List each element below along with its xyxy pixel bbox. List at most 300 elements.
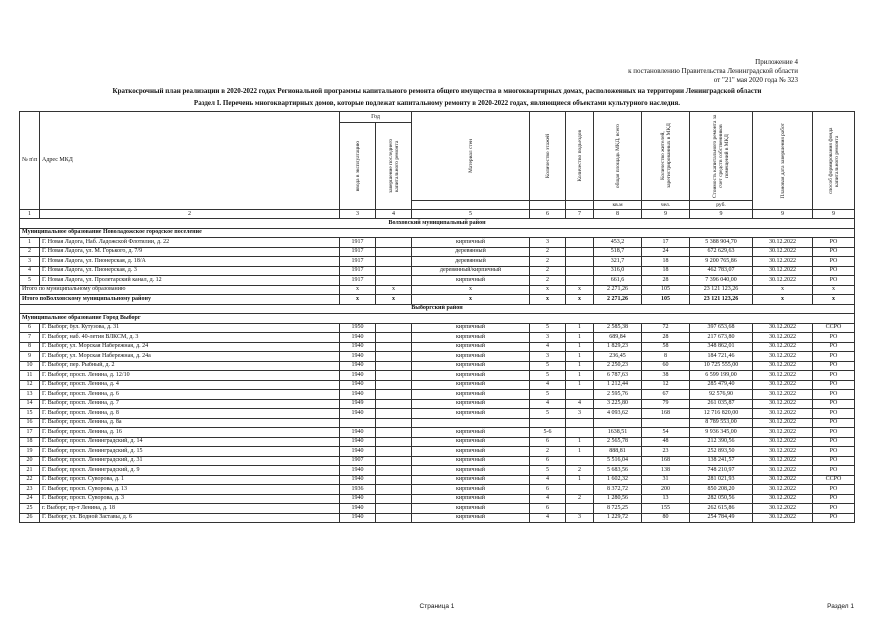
row-date: 30.12.2022 <box>753 380 813 390</box>
table-row <box>20 456 855 466</box>
row-walls: кирпичный <box>412 390 530 400</box>
row-num: 6 <box>20 323 40 333</box>
row-year-built <box>340 418 376 428</box>
column-number: 9 <box>642 210 690 219</box>
row-residents: 80 <box>642 513 690 523</box>
row-year-built: 1940 <box>340 428 376 438</box>
row-date: 30.12.2022 <box>753 494 813 504</box>
header-year-repair-cell <box>376 123 412 210</box>
row-walls: кирпичный <box>412 399 530 409</box>
row-date: 30.12.2022 <box>753 333 813 343</box>
header-area-cell <box>594 112 642 201</box>
table-row <box>20 390 855 400</box>
row-area: 1 602,32 <box>594 475 642 485</box>
row-num: 5 <box>20 276 40 286</box>
row-year-built: 1940 <box>340 333 376 343</box>
row-date: 30.12.2022 <box>753 323 813 333</box>
header-date: Плановая дата завершения работ <box>779 122 786 199</box>
row-area: 689,84 <box>594 333 642 343</box>
row-floors: 2 <box>530 257 566 267</box>
table-row <box>20 323 855 333</box>
row-walls: кирпичный <box>412 494 530 504</box>
row-cost: 261 035,87 <box>690 399 753 409</box>
row-date: 30.12.2022 <box>753 418 813 428</box>
row-area <box>594 418 642 428</box>
header-num: № п\п <box>20 112 40 210</box>
row-method: РО <box>813 266 855 276</box>
header-year-built-cell <box>340 123 376 210</box>
table-row <box>20 257 855 267</box>
row-num: 24 <box>20 494 40 504</box>
footer-section: Раздел 1 <box>827 603 854 610</box>
row-address: Г. Выборг, просп. Ленинградский, д. 15 <box>40 447 340 457</box>
row-floors: 3 <box>530 238 566 248</box>
row-num: 13 <box>20 390 40 400</box>
row-num: 10 <box>20 361 40 371</box>
row-area: 5 683,56 <box>594 466 642 476</box>
appendix-line: Приложение 4 <box>755 58 798 66</box>
row-year-built: 1940 <box>340 342 376 352</box>
table-row <box>20 361 855 371</box>
row-area: 1638,51 <box>594 428 642 438</box>
row-residents: 17 <box>642 238 690 248</box>
total-x: х <box>412 295 530 305</box>
row-residents: 18 <box>642 266 690 276</box>
row-num: 21 <box>20 466 40 476</box>
row-entrances: 1 <box>566 437 594 447</box>
row-walls <box>412 418 530 428</box>
table-row <box>20 380 855 390</box>
row-entrances <box>566 418 594 428</box>
row-floors: 5-6 <box>530 428 566 438</box>
table-row <box>20 399 855 409</box>
row-year-repair <box>376 323 412 333</box>
row-residents <box>642 418 690 428</box>
row-date: 30.12.2022 <box>753 352 813 362</box>
row-residents: 67 <box>642 390 690 400</box>
table-row <box>20 409 855 419</box>
row-method: РО <box>813 456 855 466</box>
total-label: Итого по муниципальному образованию <box>20 285 340 295</box>
row-walls: кирпичный <box>412 437 530 447</box>
row-method: РО <box>813 247 855 257</box>
municipality-name: Муниципальное образование Город Выборг <box>20 314 855 324</box>
header-floors: Количество этажей <box>544 133 551 179</box>
row-address: Г. Новая Ладога, ул. М. Горького, д. 7/9 <box>40 247 340 257</box>
municipality-name: Муниципальное образование Новоладожское городское поселение <box>20 228 855 238</box>
total-label: Итого поВолховскому муниципальному району <box>20 295 340 305</box>
total-x: х <box>813 285 855 295</box>
row-method: РО <box>813 352 855 362</box>
document-title: Краткосрочный план реализации в 2020-2022 годах Региональной программы капитального ремонта общего имущества в многоквартирных домах, расположенных на территории Ленинградской области <box>112 87 762 95</box>
table-row <box>20 513 855 523</box>
table-row <box>20 447 855 457</box>
row-residents: 54 <box>642 428 690 438</box>
row-year-built: 1940 <box>340 352 376 362</box>
row-address: Г. Выборг, просп. Ленина, д. 12/10 <box>40 371 340 381</box>
row-walls: кирпичный <box>412 447 530 457</box>
row-cost: 285 479,40 <box>690 380 753 390</box>
row-date: 30.12.2022 <box>753 276 813 286</box>
row-entrances <box>566 504 594 514</box>
row-address: Г. Новая Ладога, ул. Пионерская, д. 3 <box>40 266 340 276</box>
table-row <box>20 475 855 485</box>
row-floors: 6 <box>530 456 566 466</box>
total-residents: 105 <box>642 295 690 305</box>
header-address: Адрес МКД <box>40 112 340 210</box>
row-cost: 850 208,20 <box>690 485 753 495</box>
district-name: Волховский муниципальный район <box>20 219 855 229</box>
table-row <box>20 238 855 248</box>
total-row <box>20 295 855 305</box>
row-cost: 184 721,46 <box>690 352 753 362</box>
row-address: Г. Выборг, наб. 40-летия ВЛКСМ, д. 3 <box>40 333 340 343</box>
row-year-built: 1940 <box>340 371 376 381</box>
row-walls: кирпичный <box>412 342 530 352</box>
row-num: 18 <box>20 437 40 447</box>
row-year-built: 1917 <box>340 257 376 267</box>
row-year-built: 1917 <box>340 247 376 257</box>
header-cost: Стоимость капитального ремонта за счет средств собственников помещений в МКД <box>712 114 731 198</box>
table-row <box>20 266 855 276</box>
row-date: 30.12.2022 <box>753 504 813 514</box>
row-area: 3 225,80 <box>594 399 642 409</box>
row-entrances: 1 <box>566 342 594 352</box>
row-area: 661,6 <box>594 276 642 286</box>
column-number: 2 <box>40 210 340 219</box>
row-method: РО <box>813 380 855 390</box>
row-address: Г. Выборг, просп. Ленинградский, д. 14 <box>40 437 340 447</box>
row-entrances: 1 <box>566 475 594 485</box>
municipality-row <box>20 314 855 324</box>
row-num: 23 <box>20 485 40 495</box>
row-address: Г. Выборг, ул. Водной Заставы, д. 6 <box>40 513 340 523</box>
row-area: 1 280,56 <box>594 494 642 504</box>
row-num: 20 <box>20 456 40 466</box>
row-address: Г. Выборг, просп. Ленина, д. 7 <box>40 399 340 409</box>
district-row <box>20 304 855 314</box>
row-address: Г. Выборг, просп. Ленина, д. 4 <box>40 380 340 390</box>
row-cost: 672 629,63 <box>690 247 753 257</box>
row-method: РО <box>813 342 855 352</box>
row-floors: 3 <box>530 333 566 343</box>
row-residents: 60 <box>642 361 690 371</box>
row-walls: кирпичный <box>412 475 530 485</box>
row-entrances <box>566 238 594 248</box>
total-x: х <box>340 295 376 305</box>
row-method: РО <box>813 447 855 457</box>
header-residents: Количество жителей, зарегистрированных в МКД <box>659 123 672 189</box>
row-area: 8 725,25 <box>594 504 642 514</box>
row-floors: 5 <box>530 466 566 476</box>
total-x: х <box>412 285 530 295</box>
row-walls: кирпичный <box>412 323 530 333</box>
row-area: 2 565,78 <box>594 437 642 447</box>
row-date: 30.12.2022 <box>753 437 813 447</box>
row-residents: 12 <box>642 380 690 390</box>
row-method: РО <box>813 333 855 343</box>
row-year-repair <box>376 352 412 362</box>
row-num: 19 <box>20 447 40 457</box>
row-entrances <box>566 428 594 438</box>
row-year-repair <box>376 257 412 267</box>
total-x: х <box>753 295 813 305</box>
row-year-repair <box>376 475 412 485</box>
row-cost: 282 050,56 <box>690 494 753 504</box>
row-year-repair <box>376 342 412 352</box>
row-year-built: 1917 <box>340 266 376 276</box>
table-row <box>20 247 855 257</box>
row-date: 30.12.2022 <box>753 247 813 257</box>
total-x: х <box>566 285 594 295</box>
row-year-repair <box>376 428 412 438</box>
row-method: РО <box>813 494 855 504</box>
row-year-built: 1917 <box>340 276 376 286</box>
row-floors: 5 <box>530 390 566 400</box>
table-row <box>20 352 855 362</box>
row-year-repair <box>376 266 412 276</box>
row-num: 8 <box>20 342 40 352</box>
row-address: Г. Новая Ладога, Наб. Ладожской Флотилии, д. 22 <box>40 238 340 248</box>
row-year-repair <box>376 380 412 390</box>
row-num: 26 <box>20 513 40 523</box>
unit-money: руб. <box>690 201 753 210</box>
row-entrances: 1 <box>566 352 594 362</box>
column-number: 9 <box>753 210 813 219</box>
row-num: 1 <box>20 238 40 248</box>
row-walls: кирпичный <box>412 428 530 438</box>
row-area: 316,0 <box>594 266 642 276</box>
row-cost: 8 789 553,00 <box>690 418 753 428</box>
row-address: Г. Выборг, ул. Морская Набережная, д. 24а <box>40 352 340 362</box>
total-cost: 23 121 123,26 <box>690 285 753 295</box>
row-num: 11 <box>20 371 40 381</box>
row-date: 30.12.2022 <box>753 361 813 371</box>
row-num: 3 <box>20 257 40 267</box>
row-walls: кирпичный <box>412 238 530 248</box>
row-area: 453,2 <box>594 238 642 248</box>
row-num: 14 <box>20 399 40 409</box>
total-area: 2 271,26 <box>594 285 642 295</box>
row-walls: кирпичный <box>412 513 530 523</box>
row-walls: деревянный <box>412 257 530 267</box>
row-num: 9 <box>20 352 40 362</box>
row-num: 4 <box>20 266 40 276</box>
header-year-built: ввода в эксплуатацию <box>354 140 361 192</box>
row-date: 30.12.2022 <box>753 342 813 352</box>
column-number: 9 <box>690 210 753 219</box>
row-entrances: 1 <box>566 371 594 381</box>
row-area: 2 250,23 <box>594 361 642 371</box>
row-entrances: 1 <box>566 447 594 457</box>
row-year-built: 1940 <box>340 437 376 447</box>
row-address: Г. Выборг, бул. Кутузова, д. 31 <box>40 323 340 333</box>
row-floors <box>530 418 566 428</box>
row-year-built: 1936 <box>340 485 376 495</box>
table-row <box>20 437 855 447</box>
row-entrances <box>566 485 594 495</box>
row-year-built: 1940 <box>340 466 376 476</box>
row-residents: 200 <box>642 485 690 495</box>
row-area: 518,7 <box>594 247 642 257</box>
row-method: РО <box>813 371 855 381</box>
header-entrances-cell <box>566 112 594 201</box>
row-date: 30.12.2022 <box>753 466 813 476</box>
row-floors: 4 <box>530 475 566 485</box>
row-address: Г. Выборг, пер. Рыбный, д. 2 <box>40 361 340 371</box>
district-row <box>20 219 855 229</box>
row-area: 8 372,72 <box>594 485 642 495</box>
row-cost: 212 390,56 <box>690 437 753 447</box>
table-row <box>20 342 855 352</box>
row-address: Г. Выборг, просп. Ленинградский, д. 9 <box>40 466 340 476</box>
row-address: г. Выборг, пр-т Ленина, д. 18 <box>40 504 340 514</box>
row-method: РО <box>813 485 855 495</box>
row-cost: 9 200 765,86 <box>690 257 753 267</box>
row-residents: 8 <box>642 352 690 362</box>
header-method: способ формирования фонда капитального ремонта <box>827 127 840 194</box>
row-year-built: 1940 <box>340 409 376 419</box>
row-entrances <box>566 390 594 400</box>
total-x: х <box>566 295 594 305</box>
row-num: 15 <box>20 409 40 419</box>
row-year-built: 1940 <box>340 504 376 514</box>
row-year-built: 1940 <box>340 475 376 485</box>
row-num: 17 <box>20 428 40 438</box>
row-cost: 462 783,07 <box>690 266 753 276</box>
row-residents: 18 <box>642 257 690 267</box>
table-row <box>20 485 855 495</box>
row-method: РО <box>813 513 855 523</box>
row-area: 2 595,76 <box>594 390 642 400</box>
table-row <box>20 418 855 428</box>
row-floors: 5 <box>530 361 566 371</box>
row-floors: 2 <box>530 276 566 286</box>
row-year-built: 1907 <box>340 456 376 466</box>
row-area: 321,7 <box>594 257 642 267</box>
row-residents: 38 <box>642 371 690 381</box>
row-date: 30.12.2022 <box>753 456 813 466</box>
table-row <box>20 504 855 514</box>
row-cost: 748 210,97 <box>690 466 753 476</box>
header-entrances: Количество подъездов <box>576 130 583 182</box>
row-cost: 7 396 040,00 <box>690 276 753 286</box>
row-year-repair <box>376 399 412 409</box>
row-date: 30.12.2022 <box>753 447 813 457</box>
row-area: 5 516,04 <box>594 456 642 466</box>
row-year-built: 1940 <box>340 361 376 371</box>
unit-cell <box>530 201 566 210</box>
row-floors: 6 <box>530 504 566 514</box>
row-residents: 28 <box>642 276 690 286</box>
row-num: 25 <box>20 504 40 514</box>
header-cost-cell <box>690 112 753 201</box>
row-residents: 24 <box>642 247 690 257</box>
header-floors-cell <box>530 112 566 201</box>
row-year-built: 1940 <box>340 447 376 457</box>
row-floors: 5 <box>530 323 566 333</box>
row-num: 2 <box>20 247 40 257</box>
row-cost: 92 576,90 <box>690 390 753 400</box>
row-address: Г. Выборг, ул. Морская Набережная, д. 24 <box>40 342 340 352</box>
row-date: 30.12.2022 <box>753 475 813 485</box>
row-cost: 252 893,50 <box>690 447 753 457</box>
row-year-repair <box>376 333 412 343</box>
table-row <box>20 371 855 381</box>
total-x: х <box>813 295 855 305</box>
row-method: РО <box>813 409 855 419</box>
row-method: РО <box>813 390 855 400</box>
row-entrances <box>566 456 594 466</box>
unit-cell <box>412 201 530 210</box>
row-cost: 138 241,57 <box>690 456 753 466</box>
row-method: РО <box>813 257 855 267</box>
table-row <box>20 466 855 476</box>
row-cost: 12 716 820,00 <box>690 409 753 419</box>
row-year-repair <box>376 390 412 400</box>
row-cost: 262 615,86 <box>690 504 753 514</box>
row-date: 30.12.2022 <box>753 513 813 523</box>
row-year-repair <box>376 361 412 371</box>
row-year-repair <box>376 447 412 457</box>
row-cost: 348 862,01 <box>690 342 753 352</box>
row-address: Г. Выборг, просп. Ленина, д. 6 <box>40 390 340 400</box>
table-row <box>20 276 855 286</box>
row-year-built: 1940 <box>340 494 376 504</box>
row-year-repair <box>376 466 412 476</box>
total-x: х <box>376 285 412 295</box>
row-cost: 6 599 199,00 <box>690 371 753 381</box>
row-cost: 9 936 345,00 <box>690 428 753 438</box>
row-entrances: 1 <box>566 323 594 333</box>
municipality-row <box>20 228 855 238</box>
row-walls: деревянный/кирпичный <box>412 266 530 276</box>
row-date: 30.12.2022 <box>753 257 813 267</box>
appendix-line: к постановлению Правительства Ленинградской области <box>628 67 798 75</box>
row-method: РО <box>813 238 855 248</box>
row-year-built: 1949 <box>340 399 376 409</box>
column-number: 4 <box>376 210 412 219</box>
unit-cell <box>566 201 594 210</box>
row-year-repair <box>376 485 412 495</box>
row-area: 888,81 <box>594 447 642 457</box>
row-walls: кирпичный <box>412 456 530 466</box>
row-entrances <box>566 257 594 267</box>
row-residents: 79 <box>642 399 690 409</box>
row-walls: кирпичный <box>412 361 530 371</box>
row-floors: 2 <box>530 266 566 276</box>
row-walls: кирпичный <box>412 333 530 343</box>
row-residents: 48 <box>642 437 690 447</box>
row-residents: 13 <box>642 494 690 504</box>
row-method: РО <box>813 466 855 476</box>
row-year-repair <box>376 494 412 504</box>
row-cost: 10 725 555,00 <box>690 361 753 371</box>
header-year: Год <box>340 112 412 123</box>
row-year-repair <box>376 371 412 381</box>
column-number: 1 <box>20 210 40 219</box>
row-address: Г. Новая Ладога, ул. Пионерская, д. 18/А <box>40 257 340 267</box>
total-residents: 105 <box>642 285 690 295</box>
column-number: 6 <box>530 210 566 219</box>
row-entrances: 1 <box>566 361 594 371</box>
footer-page: Страница 1 <box>419 603 455 610</box>
appendix-block <box>628 58 798 85</box>
row-walls: кирпичный <box>412 485 530 495</box>
row-date: 30.12.2022 <box>753 390 813 400</box>
column-number: 5 <box>412 210 530 219</box>
row-num: 12 <box>20 380 40 390</box>
